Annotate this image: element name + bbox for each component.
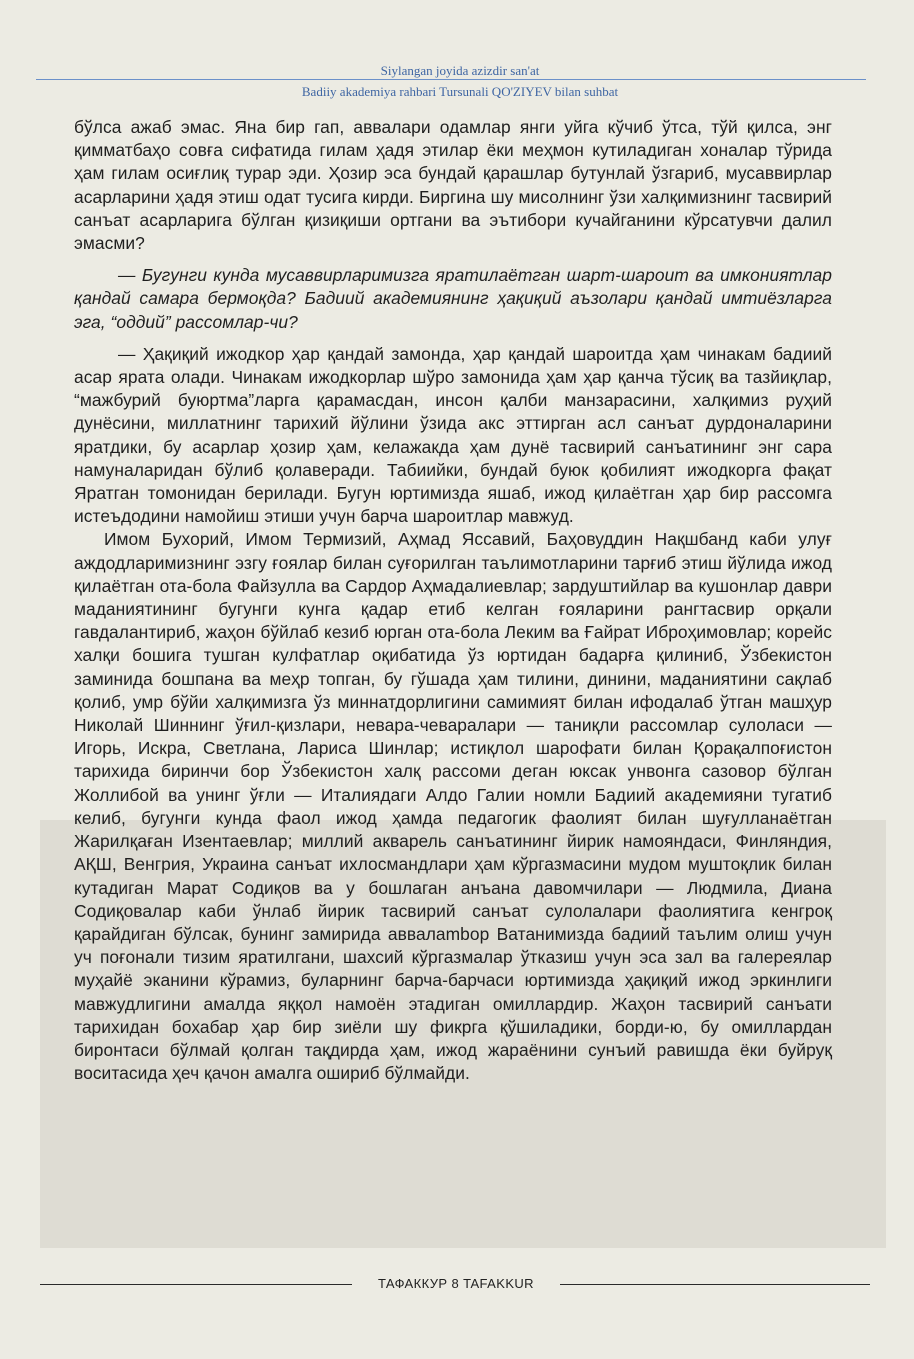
running-header-title: Siylangan joyida azizdir san'at: [380, 63, 540, 78]
paragraph-3: Имом Бухорий, Имом Термизий, Аҳмад Яссавий, Баҳовуддин Нақшбанд каби улуғ аждодларимизнинг эзгу ғоялар билан суғорилган таълимотларини тарғиб этиш йўлида ижод қилаётган ота-бола Файзулла ва Сардор Аҳмадалиевлар; зардуштийлар ва кушонлар даври маданиятининг бугунги кунга қадар етиб келган ғояларини рангтасвир орқали гавдалантириб, жаҳон бўйлаб кезиб юрган ота-бола Леким ва Ғайрат Иброҳимовлар; корейс халқи бошига тушган кулфатлар оқибатида ўз юртидан бадарға қилиниб, Ўзбекистон заминида бошпана ва меҳр топган, бу гўшада ҳам тилини, динини, маданиятини сақлаб қолиб, умр бўйи халқимизга ўз миннатдорлигини самимият билан ифодалаб ўтган машҳур Николай Шиннинг ўғил-қизлари, невара-чеваралари — таниқли рассомлар сулоласи — Игорь, Искра, Светлана, Лариса Шинлар; истиқлол шарофати билан Қорақалпоғистон тарихида биринчи бор Ўзбекистон халқ рассоми деган юксак унвонга сазовор бўлган Жоллибой ва унинг ўғли — Италиядаги Алдо Галии номли Бадиий академияни тугатиб келиб, бугунги кунда фаол ижод ҳамда педагогик фаолият билан шуғулланаётган Жарилқаған Изентаевлар; миллий акварель санъатининг йирик намояндаси, Финляндия, АҚШ, Венгрия, Украина санъат ихлосмандлари ҳам кўргазмасини мудом муштоқлик билан кутадиган Марат Содиқов ва у бошлаган анъана давомчилари — Людмила, Диана Содиқовалар каби ўнлаб йирик тасвирий санъат сулолалари фаолиятига кенгроқ қарайдиган бўлсак, бунинг замирида аввалambор Ватанимизда бадиий таълим олиш учун уч поғонали тизим яратилгани, шахсий кўргазмалар ўтказиш учун эса зал ва галереялар муҳайё эканини кўрамиз, буларнинг барча-барчаси юртимизда ҳақиқий ижод эркинлиги мавжудлигини амалда яққол намоён этадиган омиллардир. Жаҳон тасвирий санъати тарихидан бохабар ҳар бир зиёли шу фикрга қўшиладики, борди-ю, бу омиллардан биронтаси бўлмай қолган тақдирда ҳам, ижод жараёнини сунъий равишда ёки буйруқ воситасида ҳеч қачон амалга ошириб бўлмайди.: [74, 529, 832, 1084]
interview-question: — Бугунги кунда мусаввирларимизга яратилаётган шарт-шароит ва имкониятлар қандай самара бермоқда? Бадиий академиянинг ҳақиқий аъзолари қандай имтиёзларга эга, “оддий” рассомлар-чи?: [74, 265, 832, 332]
header-rule: [36, 79, 866, 80]
paragraph-2: — Ҳақиқий ижодкор ҳар қандай замонда, ҳар қандай шароитда ҳам чинакам бадиий асар ярата олади. Чинакам ижодкорлар шўро замонида ҳам ҳар қанча тўсиқ ва тазйиқлар, “мажбурий буюртма”ларга қарамасдан, инсон қалби манзарасини, халқимиз руҳий дунёсини, миллатнинг тарихий йўлини ўзида акс эттирган асл санъат дурдоналарини яратдики, бу асарлар ҳозир ҳам, келажакда ҳам дунё тасвирий санъатининг энг сара намуналаридан бўлиб қолаверади. Табиийки, бундай буюк қобилият ижодкорга фақат Яратган томонидан берилади. Бугун юртимизда яшаб, ижод қилаётган ҳар бир рассомга истеъдодини намойиш этиши учун барча шароитлар мавжуд.: [74, 343, 832, 527]
running-header-subtitle: Badiiy akademiya rahbari Tursunali QO'ZIYEV bilan suhbat: [301, 84, 619, 99]
article-body: [74, 116, 832, 1085]
footer-page-label: ТАФАККУР 8 TAFAKKUR: [378, 1276, 534, 1291]
paragraph-1: бўлса ажаб эмас. Яна бир гап, аввалари одамлар янги уйга кўчиб ўтса, тўй қилса, энг қимматбаҳо совға сифатида гилам ҳадя этилар ёки меҳмон кутиладиган хоналар тўрида ҳам гилам осиғлиқ турар эди. Ҳозир эса бундай қарашлар бутунлай ўзгариб, мусаввирлар асарларини ҳадя этиш одат тусига кирди. Биргина шу мисолнинг ўзи халқимизнинг тасвирий санъат асарларига бўлган қизиқиши ортгани ва эътибори кучайганини кўрсатувчи далил эмасми?: [74, 117, 832, 254]
footer-rule-left: [40, 1284, 352, 1285]
footer-rule-right: [560, 1284, 870, 1285]
